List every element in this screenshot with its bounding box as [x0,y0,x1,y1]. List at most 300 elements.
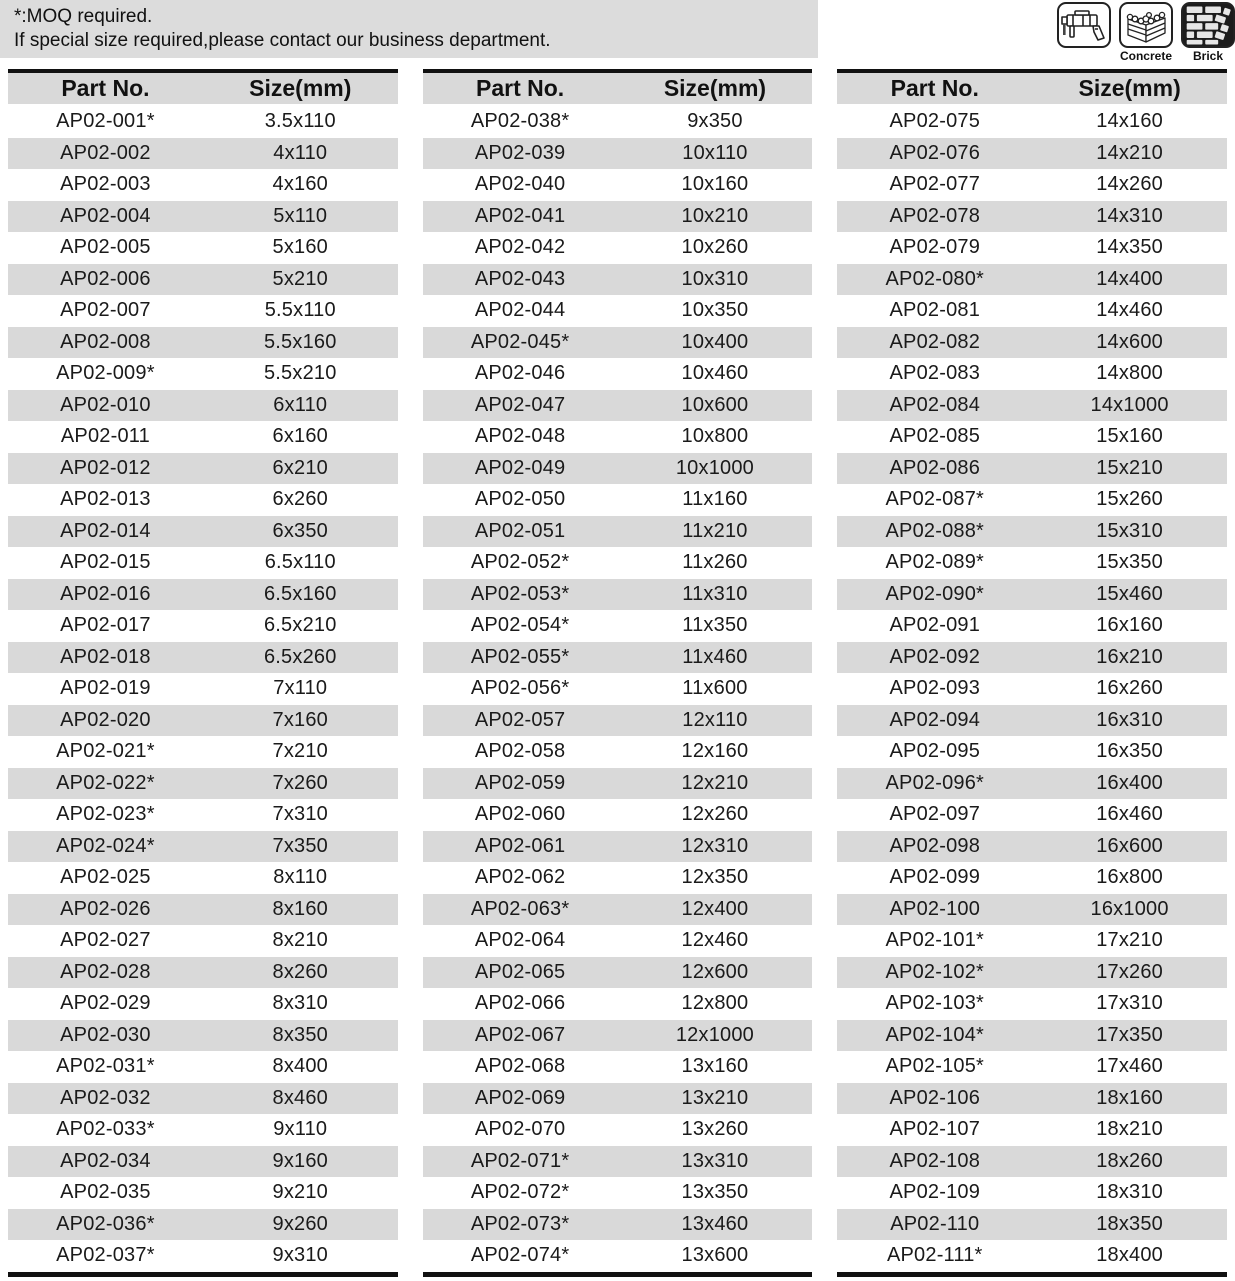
size-cell: 3.5x110 [264,110,336,133]
part-no-cell: AP02-044 [474,299,566,322]
table-row [8,201,398,233]
size-cell: 18x310 [1096,1181,1164,1204]
table-row [423,925,813,957]
size-cell: 10x400 [681,330,749,353]
part-no-cell: AP02-036* [56,1212,155,1235]
table-row [837,988,1227,1020]
concrete-icon [1119,2,1173,48]
size-cell: 14x1000 [1090,393,1169,416]
table-row [423,862,813,894]
part-no-cell: AP02-025 [60,866,151,889]
size-cell: 11x210 [682,519,748,542]
part-no-cell: AP02-087* [885,488,985,511]
size-header: Size(mm) [249,75,352,101]
part-no-cell: AP02-075 [889,110,981,133]
table-row [837,1083,1227,1115]
part-no-cell: AP02-066 [474,992,566,1015]
table-row [8,925,398,957]
size-cell: 12x210 [681,771,749,794]
table-row [837,862,1227,894]
table-row [837,201,1227,233]
part-no-cell: AP02-061 [474,834,566,857]
size-cell: 6x350 [272,519,329,542]
part-no-header: Part No. [890,75,979,101]
table-row [423,516,813,548]
part-no-cell: AP02-108 [889,1149,981,1172]
part-no-cell: AP02-086 [889,456,981,479]
size-cell: 17x350 [1096,1023,1164,1046]
table-row [837,736,1227,768]
size-cell: 7x160 [272,708,329,731]
part-no-cell: AP02-011 [60,425,150,448]
table-row [423,1177,813,1209]
table-row [837,1146,1227,1178]
table-row [837,327,1227,359]
table-row [423,138,813,170]
table-row [423,1083,813,1115]
table-row [423,1209,813,1241]
part-no-cell: AP02-073* [470,1212,570,1235]
table-row [8,705,398,737]
size-cell: 9x260 [272,1212,329,1235]
table-row [837,673,1227,705]
part-no-cell: AP02-038* [470,110,570,133]
size-cell: 18x210 [1096,1118,1164,1141]
part-no-cell: AP02-051 [474,519,566,542]
size-cell: 8x400 [272,1055,329,1078]
part-no-cell: AP02-021* [56,740,155,763]
part-no-cell: AP02-048 [474,425,566,448]
table-row [837,831,1227,863]
part-no-cell: AP02-063* [470,897,570,920]
table-row [8,1020,398,1052]
size-cell: 18x160 [1096,1086,1164,1109]
part-no-cell: AP02-007 [60,299,151,322]
table-row [423,327,813,359]
table-row [837,799,1227,831]
table-row [837,1114,1227,1146]
table-row [837,295,1227,327]
size-cell: 7x260 [272,771,329,794]
part-no-header: Part No. [476,75,565,101]
part-no-cell: AP02-001* [56,110,155,133]
part-no-cell: AP02-083 [889,362,981,385]
table-row [423,421,813,453]
table-row [8,642,398,674]
size-cell: 6.5x210 [263,614,337,637]
table-row [423,736,813,768]
part-no-cell: AP02-006 [60,267,151,290]
table-row [8,673,398,705]
table-body-2 [423,106,813,1272]
part-no-cell: AP02-049 [474,456,566,479]
table-row [837,421,1227,453]
part-no-cell: AP02-010 [60,393,151,416]
table-row [837,516,1227,548]
table-row [423,705,813,737]
table-row [837,169,1227,201]
size-cell: 11x260 [682,551,748,574]
size-cell: 16x160 [1096,614,1164,637]
size-cell: 6x210 [272,456,329,479]
parts-table-3 [837,69,1227,1277]
size-cell: 12x350 [681,866,749,889]
size-cell: 5.5x210 [263,362,337,385]
size-cell: 14x210 [1096,141,1164,164]
size-cell: 15x260 [1096,488,1164,511]
table-row [423,453,813,485]
size-cell: 18x260 [1096,1149,1164,1172]
table-row [8,1209,398,1241]
table-row [8,610,398,642]
size-cell: 6x110 [273,393,328,416]
table-row [837,232,1227,264]
part-no-cell: AP02-076 [889,141,981,164]
table-row [8,106,398,138]
table-row [423,232,813,264]
table-row [837,1051,1227,1083]
part-no-cell: AP02-064 [474,929,566,952]
part-no-cell: AP02-104* [885,1023,985,1046]
part-no-cell: AP02-014 [60,519,151,542]
table-row [423,390,813,422]
part-no-cell: AP02-081 [889,299,981,322]
table-row [8,264,398,296]
part-no-cell: AP02-097 [889,803,981,826]
table-row [423,799,813,831]
part-no-cell: AP02-031* [56,1055,155,1078]
size-cell: 12x310 [681,834,749,857]
table-row [837,1209,1227,1241]
size-cell: 16x800 [1096,866,1164,889]
size-cell: 14x310 [1096,204,1164,227]
part-no-cell: AP02-094 [889,708,981,731]
table-row [8,1240,398,1272]
table-row [8,1146,398,1178]
size-cell: 9x350 [687,110,743,133]
size-cell: 15x350 [1096,551,1164,574]
table-row [8,1083,398,1115]
table-row [837,358,1227,390]
part-no-cell: AP02-111* [886,1244,983,1267]
part-no-cell: AP02-109 [889,1181,981,1204]
size-cell: 12x160 [681,740,749,763]
size-cell: 10x1000 [675,456,754,479]
part-no-cell: AP02-092 [889,645,981,668]
table-body-3 [837,106,1227,1272]
part-no-cell: AP02-045* [470,330,570,353]
size-cell: 7x210 [272,740,329,763]
size-cell: 8x460 [272,1086,329,1109]
part-no-cell: AP02-019 [60,677,151,700]
size-cell: 10x800 [681,425,749,448]
table-row [837,1177,1227,1209]
table-row [8,169,398,201]
part-no-cell: AP02-040 [474,173,566,196]
size-cell: 10x600 [681,393,749,416]
table-row [423,1114,813,1146]
size-cell: 12x260 [681,803,749,826]
moq-note [0,0,818,58]
part-no-cell: AP02-035 [60,1181,151,1204]
table-row [8,327,398,359]
part-no-cell: AP02-072* [470,1181,570,1204]
table-row [8,894,398,926]
part-no-cell: AP02-110 [890,1212,980,1235]
part-no-cell: AP02-074* [470,1244,570,1267]
table-row [837,610,1227,642]
size-cell: 9x160 [272,1149,329,1172]
size-cell: 16x210 [1096,645,1164,668]
part-no-cell: AP02-053* [470,582,570,605]
size-cell: 13x350 [681,1181,749,1204]
table-row [8,484,398,516]
size-cell: 17x260 [1096,960,1164,983]
table-row [423,610,813,642]
part-no-cell: AP02-089* [885,551,985,574]
table-row [8,1114,398,1146]
size-cell: 7x310 [272,803,329,826]
size-cell: 9x210 [272,1181,329,1204]
size-cell: 12x1000 [675,1023,754,1046]
part-no-cell: AP02-012 [60,456,151,479]
size-cell: 14x400 [1096,267,1164,290]
size-cell: 6.5x160 [263,582,337,605]
size-cell: 8x310 [272,992,329,1015]
table-row [837,484,1227,516]
part-no-cell: AP02-084 [889,393,981,416]
part-no-cell: AP02-023* [56,803,155,826]
size-cell: 16x400 [1096,771,1164,794]
part-no-cell: AP02-079 [889,236,981,259]
size-cell: 6x260 [272,488,329,511]
part-no-cell: AP02-077 [889,173,981,196]
size-cell: 12x600 [681,960,749,983]
part-no-cell: AP02-030 [60,1023,151,1046]
part-no-cell: AP02-041 [474,204,566,227]
part-no-cell: AP02-099 [889,866,981,889]
table-row [423,1146,813,1178]
table-header [837,73,1227,106]
size-cell: 14x350 [1096,236,1164,259]
table-row [423,894,813,926]
size-cell: 11x350 [682,614,748,637]
part-no-cell: AP02-009* [56,362,155,385]
size-cell: 9x310 [272,1244,329,1267]
size-cell: 5x110 [273,204,328,227]
size-cell: 10x310 [681,267,749,290]
part-no-cell: AP02-029 [60,992,151,1015]
size-cell: 12x400 [681,897,749,920]
size-cell: 4x110 [273,141,328,164]
brick-icon-item [1180,2,1235,63]
part-no-cell: AP02-107 [889,1118,981,1141]
table-row [837,705,1227,737]
table-row [423,957,813,989]
part-no-cell: AP02-033* [56,1118,155,1141]
size-cell: 10x260 [681,236,749,259]
part-no-cell: AP02-018 [60,645,151,668]
part-no-cell: AP02-058 [474,740,566,763]
size-cell: 6.5x260 [263,645,337,668]
table-row [8,799,398,831]
part-no-cell: AP02-024* [56,834,155,857]
size-cell: 16x310 [1096,708,1164,731]
part-no-cell: AP02-042 [474,236,566,259]
size-cell: 9x110 [273,1118,328,1141]
table-row [837,264,1227,296]
part-no-cell: AP02-106 [889,1086,981,1109]
size-cell: 5.5x110 [264,299,336,322]
part-no-cell: AP02-059 [474,771,566,794]
hammer-drill-icon [1057,2,1111,48]
part-no-cell: AP02-037* [56,1244,155,1267]
size-cell: 13x460 [681,1212,749,1235]
table-row [8,358,398,390]
size-cell: 13x600 [681,1244,749,1267]
table-row [8,295,398,327]
table-row [423,768,813,800]
part-no-cell: AP02-005 [60,236,151,259]
part-no-header: Part No. [61,75,150,101]
size-cell: 8x210 [272,929,329,952]
table-row [423,295,813,327]
size-cell: 17x310 [1096,992,1164,1015]
table-row [8,831,398,863]
size-cell: 5x210 [272,267,329,290]
table-row [8,547,398,579]
part-no-cell: AP02-055* [470,645,570,668]
size-cell: 8x110 [273,866,328,889]
size-header: Size(mm) [1078,75,1181,101]
table-row [837,579,1227,611]
table-row [423,579,813,611]
size-cell: 16x600 [1096,834,1164,857]
size-cell: 12x800 [681,992,749,1015]
table-row [423,358,813,390]
table-row [8,579,398,611]
part-no-cell: AP02-003 [60,173,151,196]
table-row [423,988,813,1020]
size-cell: 4x160 [272,173,329,196]
part-no-cell: AP02-101* [885,929,985,952]
drill-icon-item [1056,2,1112,63]
parts-table-2 [423,69,813,1277]
table-row [8,1051,398,1083]
size-cell: 10x460 [681,362,749,385]
size-cell: 8x260 [272,960,329,983]
part-no-cell: AP02-103* [885,992,985,1015]
part-no-cell: AP02-057 [474,708,566,731]
part-no-cell: AP02-091 [889,614,981,637]
part-no-cell: AP02-020 [60,708,151,731]
part-no-cell: AP02-002 [60,141,151,164]
table-row [837,894,1227,926]
size-cell: 13x260 [681,1118,749,1141]
table-row [423,1020,813,1052]
size-cell: 14x460 [1096,299,1164,322]
size-cell: 12x460 [681,929,749,952]
part-no-cell: AP02-102* [885,960,985,983]
table-row [837,925,1227,957]
size-cell: 8x160 [272,897,329,920]
size-cell: 6.5x110 [264,551,336,574]
table-header [8,73,398,106]
table-row [837,390,1227,422]
part-no-cell: AP02-090* [885,582,985,605]
size-cell: 17x210 [1096,929,1164,952]
part-no-cell: AP02-016 [60,582,151,605]
size-cell: 11x310 [682,582,748,605]
table-row [837,768,1227,800]
size-cell: 18x350 [1096,1212,1164,1235]
part-no-cell: AP02-100 [889,897,981,920]
part-no-cell: AP02-105* [885,1055,985,1078]
table-row [8,421,398,453]
part-no-cell: AP02-008 [60,330,151,353]
table-row [423,831,813,863]
table-row [423,169,813,201]
size-cell: 5x160 [272,236,329,259]
part-no-cell: AP02-050 [474,488,566,511]
size-cell: 10x110 [682,141,748,164]
size-cell: 16x460 [1096,803,1164,826]
table-row [423,1240,813,1272]
table-row [837,957,1227,989]
part-no-cell: AP02-026 [60,897,151,920]
table-row [8,862,398,894]
table-row [8,232,398,264]
size-cell: 8x350 [272,1023,329,1046]
table-row [8,138,398,170]
size-cell: 10x350 [681,299,749,322]
concrete-icon-item [1118,2,1174,63]
table-row [8,390,398,422]
table-row [423,106,813,138]
size-cell: 6x160 [272,425,329,448]
part-no-cell: AP02-078 [889,204,981,227]
part-no-cell: AP02-068 [474,1055,566,1078]
size-cell: 11x460 [682,645,748,668]
size-cell: 13x160 [681,1055,749,1078]
size-cell: 16x350 [1096,740,1164,763]
size-header: Size(mm) [663,75,767,101]
size-cell: 10x210 [681,204,749,227]
part-no-cell: AP02-062 [474,866,566,889]
table-row [837,1020,1227,1052]
part-no-cell: AP02-088* [885,519,985,542]
part-no-cell: AP02-082 [889,330,981,353]
concrete-icon-label: Concrete [1119,49,1172,63]
part-no-cell: AP02-004 [60,204,151,227]
part-no-cell: AP02-070 [474,1118,566,1141]
size-cell: 14x160 [1096,110,1164,133]
table-row [8,957,398,989]
part-no-cell: AP02-015 [60,551,151,574]
table-row [8,988,398,1020]
part-no-cell: AP02-069 [474,1086,566,1109]
part-no-cell: AP02-027 [60,929,151,952]
size-cell: 16x1000 [1090,897,1169,920]
part-no-cell: AP02-080* [885,267,985,290]
size-cell: 13x310 [681,1149,749,1172]
part-no-cell: AP02-065 [474,960,566,983]
moq-note-line-1: *:MOQ required. [14,6,153,27]
part-no-cell: AP02-098 [889,834,981,857]
table-row [423,484,813,516]
size-cell: 18x400 [1096,1244,1164,1267]
size-cell: 13x210 [681,1086,749,1109]
